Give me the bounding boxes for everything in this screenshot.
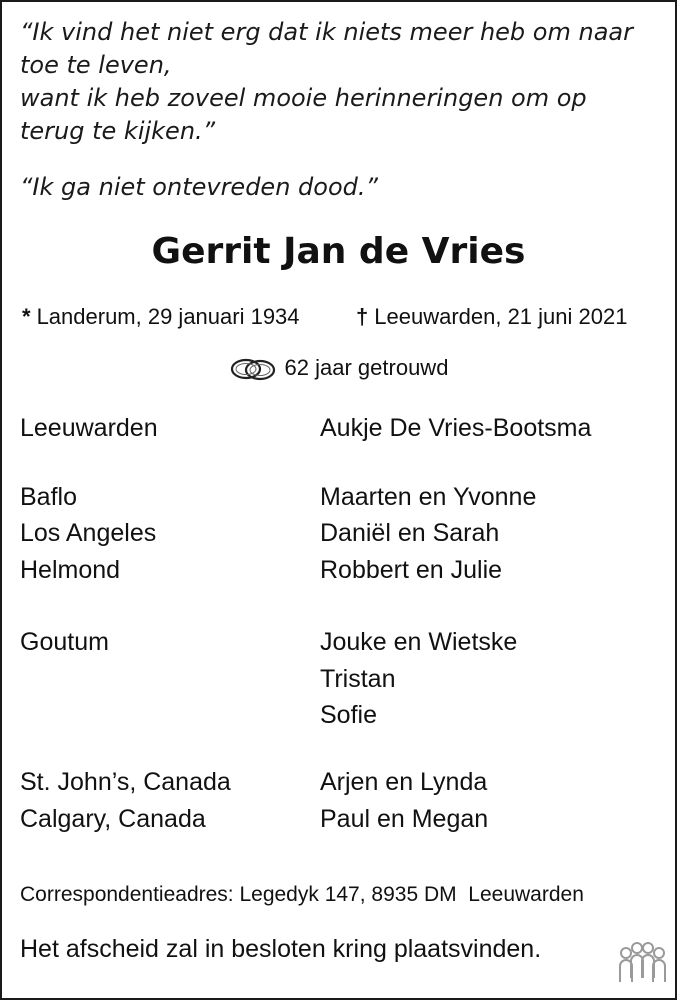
- relative-names: Daniël en Sarah: [320, 519, 500, 547]
- relative-place: Baflo: [20, 483, 77, 511]
- relative-place: Los Angeles: [20, 519, 157, 547]
- death-symbol: †: [356, 304, 369, 329]
- farewell-note: Het afscheid zal in besloten kring plaatsvinden.: [20, 935, 542, 963]
- quote-line: “Ik vind het niet erg dat ik niets meer heb om naar: [20, 18, 633, 46]
- birth-text: Landerum, 29 januari 1934: [36, 304, 300, 329]
- relative-names: Paul en Megan: [320, 805, 489, 833]
- relative-names: Robbert en Julie: [320, 556, 503, 584]
- people-group-icon: [617, 942, 667, 991]
- quote-line: want ik heb zoveel mooie herinneringen om op: [20, 84, 587, 112]
- relative-names: Arjen en Lynda: [320, 768, 488, 796]
- birth-info: [22, 302, 300, 332]
- quote-second: “Ik ga niet ontevreden dood.”: [20, 173, 378, 201]
- relative-names: Aukje De Vries-Bootsma: [320, 414, 592, 442]
- quote-line: terug te kijken.”: [20, 117, 216, 145]
- relative-place: Calgary, Canada: [20, 805, 206, 833]
- relative-names: Tristan: [320, 665, 396, 693]
- relative-names: Jouke en Wietske: [320, 628, 518, 656]
- relative-names: Sofie: [320, 701, 377, 729]
- wedding-rings-icon: [229, 356, 277, 382]
- quote-first: [20, 16, 660, 148]
- relative-place: Goutum: [20, 628, 109, 656]
- birth-symbol: *: [22, 304, 31, 329]
- death-info: [356, 302, 627, 332]
- quote-block: [20, 16, 660, 204]
- correspondence-address: Correspondentieadres: Legedyk 147, 8935 DM Leeuwarden: [20, 883, 584, 906]
- relative-place: Helmond: [20, 556, 121, 584]
- marriage-line: [2, 352, 675, 384]
- relative-names: Maarten en Yvonne: [320, 483, 537, 511]
- relative-place: Leeuwarden: [20, 414, 158, 442]
- quote-line: toe te leven,: [20, 51, 172, 79]
- marriage-text: 62 jaar getrouwd: [284, 355, 449, 380]
- relative-place: St. John’s, Canada: [20, 768, 231, 796]
- death-text: Leeuwarden, 21 juni 2021: [374, 304, 628, 329]
- deceased-name: Gerrit Jan de Vries: [151, 231, 526, 272]
